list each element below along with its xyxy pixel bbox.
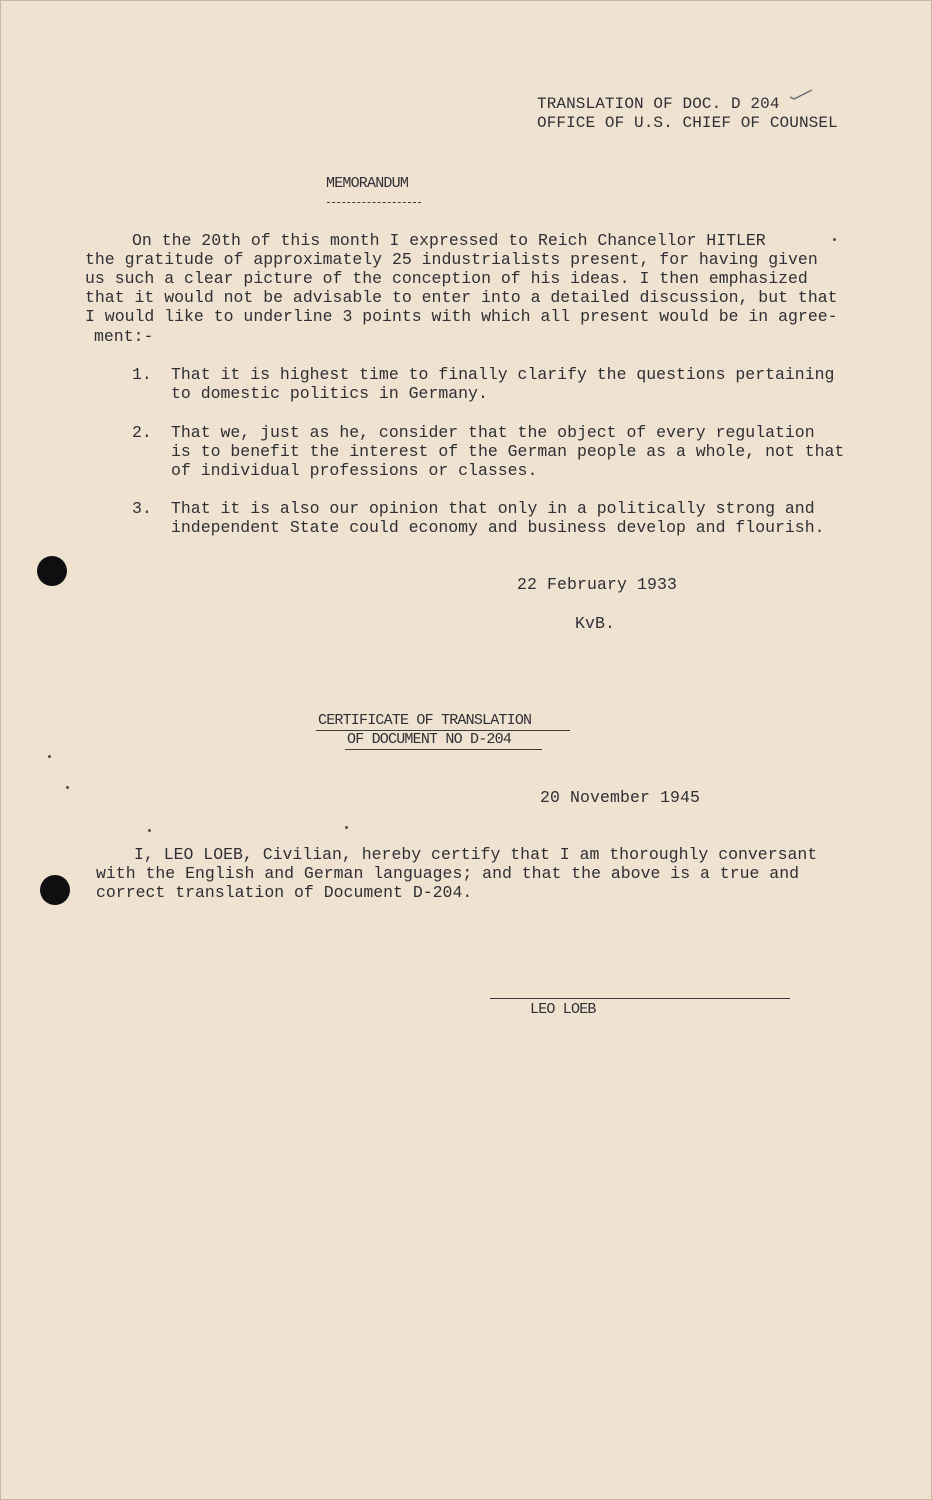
memorandum-title-underline xyxy=(327,202,421,203)
signature-line xyxy=(490,998,790,999)
speck xyxy=(345,826,348,829)
certificate-line: correct translation of Document D-204. xyxy=(96,883,473,902)
certificate-line: with the English and German languages; and that the above is a true and xyxy=(96,864,800,883)
intro-line: that it would not be advisable to enter into a detailed discussion, but that xyxy=(85,288,838,307)
memo-date: 22 February 1933 xyxy=(517,575,678,594)
certificate-subtitle: OF DOCUMENT NO D-204 xyxy=(347,731,512,748)
speck xyxy=(48,755,51,758)
intro-line: ment:- xyxy=(94,327,154,346)
intro-line: On the 20th of this month I expressed to Reich Chancellor HITLER xyxy=(132,231,766,250)
certificate-subtitle-underline xyxy=(345,749,542,750)
header-translation-line: TRANSLATION OF DOC. D 204 xyxy=(537,95,780,113)
list-item-line: That it is also our opinion that only in a politically strong and xyxy=(171,499,815,518)
intro-line: us such a clear picture of the conception of his ideas. I then emphasized xyxy=(85,269,808,288)
punch-hole xyxy=(40,875,70,905)
list-item-line: That it is highest time to finally clarify the questions pertaining xyxy=(171,365,835,384)
certificate-title: CERTIFICATE OF TRANSLATION xyxy=(318,712,532,729)
speck xyxy=(833,238,836,241)
list-item-line: to domestic politics in Germany. xyxy=(171,384,488,403)
speck xyxy=(148,829,151,832)
list-item-number: 1. xyxy=(132,365,152,384)
punch-hole xyxy=(37,556,67,586)
intro-line: I would like to underline 3 points with which all present would be in agree- xyxy=(85,307,838,326)
memorandum-title: MEMORANDUM xyxy=(326,175,409,192)
list-item-number: 3. xyxy=(132,499,152,518)
memo-initials: KvB. xyxy=(575,614,616,633)
certificate-date: 20 November 1945 xyxy=(540,788,701,807)
certificate-line: I, LEO LOEB, Civilian, hereby certify that I am thoroughly conversant xyxy=(134,845,818,864)
list-item-line: is to benefit the interest of the German people as a whole, not that xyxy=(171,442,845,461)
speck xyxy=(66,786,69,789)
signature-name: LEO LOEB xyxy=(530,1001,596,1018)
checkmark-icon xyxy=(788,88,814,102)
list-item-line: That we, just as he, consider that the object of every regulation xyxy=(171,423,815,442)
list-item-line: independent State could economy and business develop and flourish. xyxy=(171,518,825,537)
intro-line: the gratitude of approximately 25 industrialists present, for having given xyxy=(85,250,818,269)
header-office-line: OFFICE OF U.S. CHIEF OF COUNSEL xyxy=(537,114,838,132)
list-item-line: of individual professions or classes. xyxy=(171,461,538,480)
list-item-number: 2. xyxy=(132,423,152,442)
